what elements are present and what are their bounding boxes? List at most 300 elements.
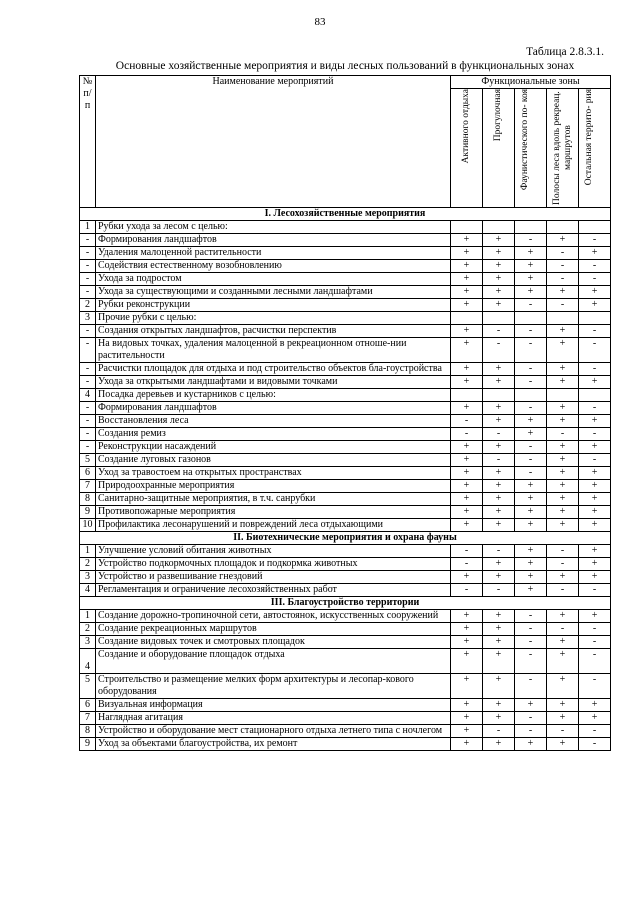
zone-mark: + <box>515 260 547 273</box>
row-activity-name: Наглядная агитация <box>96 712 451 725</box>
zone-mark: + <box>547 674 579 699</box>
zone-mark: + <box>579 699 611 712</box>
table-row <box>80 363 611 376</box>
row-activity-name: Улучшение условий обитания животных <box>96 545 451 558</box>
zone-mark: - <box>483 325 515 338</box>
zone-mark <box>483 221 515 234</box>
zone-mark: - <box>579 338 611 363</box>
column-header-number: № п/п <box>80 76 96 208</box>
zone-mark: + <box>483 376 515 389</box>
row-activity-name: Природоохранные мероприятия <box>96 480 451 493</box>
row-number: - <box>80 363 96 376</box>
zone-mark: + <box>579 415 611 428</box>
zone-mark: - <box>483 428 515 441</box>
zone-mark: - <box>515 325 547 338</box>
zone-mark: - <box>547 584 579 597</box>
zone-mark: - <box>515 454 547 467</box>
row-activity-name: Устройство и развешивание гнездовий <box>96 571 451 584</box>
zone-mark: + <box>547 234 579 247</box>
zone-mark: + <box>579 519 611 532</box>
zone-mark <box>579 389 611 402</box>
zone-mark: + <box>547 712 579 725</box>
zone-mark: + <box>547 519 579 532</box>
zone-mark: - <box>515 234 547 247</box>
zone-mark: + <box>483 402 515 415</box>
row-number: 7 <box>80 480 96 493</box>
zone-mark: + <box>547 441 579 454</box>
zone-mark: + <box>515 506 547 519</box>
row-number: - <box>80 376 96 389</box>
zone-mark: + <box>451 467 483 480</box>
table-row <box>80 636 611 649</box>
zone-mark: - <box>515 649 547 674</box>
table-caption: Таблица 2.8.3.1. <box>526 46 604 58</box>
row-number: 6 <box>80 467 96 480</box>
zone-mark: + <box>451 325 483 338</box>
zone-mark: + <box>483 571 515 584</box>
row-number: 3 <box>80 312 96 325</box>
zone-mark: - <box>547 260 579 273</box>
zone-mark: + <box>579 467 611 480</box>
row-number: 4 <box>80 389 96 402</box>
zone-mark: + <box>451 376 483 389</box>
zone-mark: + <box>547 506 579 519</box>
zone-mark: - <box>515 376 547 389</box>
zone-mark: - <box>451 584 483 597</box>
row-number: - <box>80 441 96 454</box>
row-activity-name: Устройство подкормочных площадок и подкормка животных <box>96 558 451 571</box>
zone-mark: + <box>451 506 483 519</box>
zone-mark: + <box>483 273 515 286</box>
table-row <box>80 234 611 247</box>
row-activity-name: Санитарно-защитные мероприятия, в т.ч. санрубки <box>96 493 451 506</box>
row-activity-name: Создание видовых точек и смотровых площадок <box>96 636 451 649</box>
zone-mark: + <box>579 493 611 506</box>
zone-mark: + <box>483 558 515 571</box>
zone-mark: + <box>483 299 515 312</box>
zone-mark: - <box>579 623 611 636</box>
table-row <box>80 725 611 738</box>
table-row <box>80 699 611 712</box>
row-number: 2 <box>80 299 96 312</box>
zone-mark: + <box>483 519 515 532</box>
row-activity-name: Восстановления леса <box>96 415 451 428</box>
row-number: - <box>80 247 96 260</box>
row-activity-name: Рубки реконструкции <box>96 299 451 312</box>
zone-mark: + <box>483 234 515 247</box>
section-title: II. Биотехнические мероприятия и охрана фауны <box>80 532 611 545</box>
zone-mark: + <box>451 273 483 286</box>
zone-mark: + <box>483 649 515 674</box>
row-activity-name: Профилактика лесонарушений и повреждений леса отдыхающими <box>96 519 451 532</box>
zone-mark: + <box>547 286 579 299</box>
zone-mark: + <box>451 623 483 636</box>
zone-mark: + <box>483 506 515 519</box>
zone-mark: + <box>451 699 483 712</box>
zone-mark: + <box>515 545 547 558</box>
zone-mark: + <box>547 480 579 493</box>
zone-header-fauna-rest: Фаунистического по- коя <box>515 89 547 208</box>
zone-mark: - <box>483 454 515 467</box>
row-activity-name: Противопожарные мероприятия <box>96 506 451 519</box>
page-number: 83 <box>314 16 326 28</box>
zone-mark: - <box>579 454 611 467</box>
zone-mark: - <box>547 273 579 286</box>
zone-mark: + <box>547 467 579 480</box>
zone-mark: + <box>451 725 483 738</box>
zone-mark: - <box>579 325 611 338</box>
row-activity-name: Расчистки площадок для отдыха и под строительство объектов бла-гоустройства <box>96 363 451 376</box>
zone-mark: + <box>547 402 579 415</box>
zone-mark: + <box>483 286 515 299</box>
table-row <box>80 545 611 558</box>
table-row <box>80 738 611 751</box>
zone-mark: - <box>579 402 611 415</box>
row-activity-name: Содействия естественному возобновлению <box>96 260 451 273</box>
table-row <box>80 649 611 674</box>
zone-mark: - <box>515 467 547 480</box>
zone-mark: + <box>483 623 515 636</box>
zone-mark <box>579 312 611 325</box>
table-row <box>80 467 611 480</box>
zone-mark: - <box>579 273 611 286</box>
zone-mark: + <box>547 649 579 674</box>
row-activity-name: Визуальная информация <box>96 699 451 712</box>
row-activity-name: Реконструкции насаждений <box>96 441 451 454</box>
table-row <box>80 519 611 532</box>
zone-mark: - <box>515 402 547 415</box>
zone-mark: - <box>515 363 547 376</box>
section-header-row <box>80 597 611 610</box>
zone-mark: + <box>483 493 515 506</box>
table-row <box>80 247 611 260</box>
row-activity-name: Строительство и размещение мелких форм архитектуры и лесопар-кового оборудования <box>96 674 451 699</box>
zone-mark: + <box>483 441 515 454</box>
zone-mark: + <box>579 286 611 299</box>
row-number: - <box>80 260 96 273</box>
zone-mark <box>547 389 579 402</box>
table-row <box>80 415 611 428</box>
zone-mark: + <box>515 247 547 260</box>
zone-mark: + <box>483 610 515 623</box>
row-activity-name: Рубки ухода за лесом с целью: <box>96 221 451 234</box>
table-row <box>80 376 611 389</box>
zone-mark: + <box>547 454 579 467</box>
row-number: 8 <box>80 725 96 738</box>
zone-mark: - <box>579 649 611 674</box>
zone-mark: + <box>483 738 515 751</box>
row-activity-name: Устройство и оборудование мест стационарного отдыха летнего типа с ночлегом <box>96 725 451 738</box>
zone-mark: - <box>515 636 547 649</box>
zone-mark: - <box>547 558 579 571</box>
zone-mark: + <box>451 247 483 260</box>
row-number: 5 <box>80 454 96 467</box>
zone-mark <box>451 312 483 325</box>
section-title: I. Лесохозяйственные мероприятия <box>80 208 611 221</box>
zone-mark: - <box>579 636 611 649</box>
table-row <box>80 312 611 325</box>
zone-mark: + <box>451 636 483 649</box>
row-number: 3 <box>80 636 96 649</box>
zone-mark: + <box>515 571 547 584</box>
zone-mark: + <box>483 674 515 699</box>
row-activity-name: Прочие рубки с целью: <box>96 312 451 325</box>
table-row <box>80 712 611 725</box>
row-number: 1 <box>80 221 96 234</box>
zone-mark: - <box>451 428 483 441</box>
zone-mark <box>515 389 547 402</box>
zone-mark: + <box>451 480 483 493</box>
table-row <box>80 325 611 338</box>
table-body <box>80 208 611 751</box>
table-row <box>80 260 611 273</box>
table-row <box>80 273 611 286</box>
row-activity-name: Создания ремиз <box>96 428 451 441</box>
zone-mark: + <box>579 545 611 558</box>
zone-mark: + <box>451 738 483 751</box>
zone-mark: - <box>547 623 579 636</box>
zone-header-route-strips: Полосы леса вдоль рекреац. маршрутов <box>547 89 579 208</box>
zone-header-other-territory: Остальная террито- рия <box>579 89 611 208</box>
zone-mark: + <box>515 558 547 571</box>
section-header-row <box>80 208 611 221</box>
zone-mark: + <box>579 712 611 725</box>
row-activity-name: Формирования ландшафтов <box>96 234 451 247</box>
table-row <box>80 674 611 699</box>
zone-mark: + <box>547 610 579 623</box>
table-row <box>80 286 611 299</box>
zone-mark: - <box>483 725 515 738</box>
zone-mark: + <box>547 363 579 376</box>
zone-mark: - <box>515 610 547 623</box>
zone-mark: + <box>515 699 547 712</box>
table-row <box>80 338 611 363</box>
row-activity-name: Создание и оборудование площадок отдыха <box>96 649 451 674</box>
zone-mark: + <box>483 260 515 273</box>
zone-mark: + <box>483 699 515 712</box>
zone-mark: + <box>451 571 483 584</box>
zone-mark: + <box>579 506 611 519</box>
row-activity-name: Создание рекреационных маршрутов <box>96 623 451 636</box>
row-number: 9 <box>80 506 96 519</box>
column-header-zones-group: Функциональные зоны <box>451 76 611 89</box>
section-header-row <box>80 532 611 545</box>
zone-mark: + <box>451 338 483 363</box>
zone-mark: + <box>547 376 579 389</box>
zone-mark: - <box>547 247 579 260</box>
zone-mark: - <box>483 584 515 597</box>
zone-mark <box>515 221 547 234</box>
row-activity-name: Удаления малоценной растительности <box>96 247 451 260</box>
zone-mark: + <box>579 247 611 260</box>
row-number: 4 <box>80 649 96 674</box>
activities-table <box>79 75 611 751</box>
zone-mark: - <box>579 428 611 441</box>
row-number: 6 <box>80 699 96 712</box>
row-number: 9 <box>80 738 96 751</box>
zone-mark: - <box>515 725 547 738</box>
zone-mark: - <box>451 545 483 558</box>
zone-mark: + <box>451 402 483 415</box>
zone-mark: + <box>483 247 515 260</box>
zone-mark: + <box>515 415 547 428</box>
zone-mark: + <box>579 376 611 389</box>
zone-mark: + <box>547 493 579 506</box>
zone-mark: + <box>451 519 483 532</box>
zone-mark: + <box>547 738 579 751</box>
row-number: 1 <box>80 610 96 623</box>
row-activity-name: Ухода за открытыми ландшафтами и видовыми точками <box>96 376 451 389</box>
row-number: 7 <box>80 712 96 725</box>
zone-mark: + <box>579 558 611 571</box>
zone-mark: - <box>579 584 611 597</box>
row-activity-name: Создание дорожно-тропиночной сети, автостоянок, искусственных сооружений <box>96 610 451 623</box>
table-row <box>80 480 611 493</box>
row-activity-name: На видовых точках, удаления малоценной в рекреационном отноше-нии растительности <box>96 338 451 363</box>
zone-mark: - <box>547 428 579 441</box>
table-row <box>80 428 611 441</box>
zone-mark: + <box>515 738 547 751</box>
zone-mark: - <box>483 545 515 558</box>
zone-mark <box>483 389 515 402</box>
row-activity-name: Регламентация и ограничение лесохозяйственных работ <box>96 584 451 597</box>
row-number: - <box>80 325 96 338</box>
row-number: 3 <box>80 571 96 584</box>
row-number: - <box>80 402 96 415</box>
row-number: - <box>80 273 96 286</box>
zone-mark: - <box>547 725 579 738</box>
zone-mark: + <box>483 363 515 376</box>
row-activity-name: Ухода за существующими и созданными лесными ландшафтами <box>96 286 451 299</box>
table-header <box>80 76 611 208</box>
table-row <box>80 389 611 402</box>
table-row <box>80 610 611 623</box>
zone-mark: - <box>547 545 579 558</box>
zone-mark <box>515 312 547 325</box>
zone-mark <box>547 312 579 325</box>
column-header-name: Наименование мероприятий <box>96 76 451 208</box>
zone-mark: - <box>483 338 515 363</box>
zone-mark: - <box>579 738 611 751</box>
row-activity-name: Посадка деревьев и кустарников с целью: <box>96 389 451 402</box>
zone-mark: + <box>579 480 611 493</box>
table-title: Основные хозяйственные мероприятия и виды лесных пользований в функциональных зонах <box>115 60 575 72</box>
zone-mark: + <box>483 467 515 480</box>
row-number: - <box>80 415 96 428</box>
zone-mark: - <box>451 415 483 428</box>
table-row <box>80 584 611 597</box>
table-row <box>80 558 611 571</box>
zone-mark: - <box>579 234 611 247</box>
table-row <box>80 623 611 636</box>
row-number: 1 <box>80 545 96 558</box>
zone-mark: - <box>579 363 611 376</box>
section-title: III. Благоустройство территории <box>80 597 611 610</box>
zone-mark: + <box>451 674 483 699</box>
zone-mark: + <box>547 699 579 712</box>
table-row <box>80 493 611 506</box>
zone-mark: + <box>451 649 483 674</box>
zone-mark: + <box>515 480 547 493</box>
table-row <box>80 299 611 312</box>
zone-mark <box>451 389 483 402</box>
zone-mark: + <box>451 610 483 623</box>
zone-mark: + <box>451 712 483 725</box>
zone-header-active-rest: Активного отдыха <box>451 89 483 208</box>
zone-mark: + <box>515 584 547 597</box>
table-row <box>80 506 611 519</box>
zone-mark: + <box>451 363 483 376</box>
zone-mark: + <box>547 636 579 649</box>
zone-mark: + <box>515 273 547 286</box>
zone-mark: + <box>579 610 611 623</box>
zone-mark: + <box>451 454 483 467</box>
zone-mark: + <box>579 441 611 454</box>
row-number: 10 <box>80 519 96 532</box>
zone-mark: + <box>515 493 547 506</box>
row-number: - <box>80 286 96 299</box>
zone-mark: + <box>451 260 483 273</box>
table-row <box>80 454 611 467</box>
row-activity-name: Формирования ландшафтов <box>96 402 451 415</box>
zone-mark: + <box>451 493 483 506</box>
zone-mark: - <box>515 338 547 363</box>
table-row <box>80 402 611 415</box>
zone-mark <box>483 312 515 325</box>
row-activity-name: Уход за травостоем на открытых пространствах <box>96 467 451 480</box>
zone-mark: - <box>579 260 611 273</box>
zone-mark: - <box>515 441 547 454</box>
table-row <box>80 571 611 584</box>
zone-mark <box>547 221 579 234</box>
zone-mark: - <box>451 558 483 571</box>
row-activity-name: Создания открытых ландшафтов, расчистки перспектив <box>96 325 451 338</box>
row-number: - <box>80 428 96 441</box>
row-number: 5 <box>80 674 96 699</box>
zone-mark: + <box>547 571 579 584</box>
zone-mark: - <box>579 725 611 738</box>
table-row <box>80 221 611 234</box>
row-number: 8 <box>80 493 96 506</box>
zone-mark: + <box>483 415 515 428</box>
zone-mark: - <box>515 674 547 699</box>
zone-mark: - <box>515 299 547 312</box>
zone-mark: + <box>579 299 611 312</box>
zone-mark: + <box>451 286 483 299</box>
zone-mark: + <box>579 571 611 584</box>
zone-header-walking: Прогулочная <box>483 89 515 208</box>
zone-mark: + <box>547 415 579 428</box>
zone-mark <box>451 221 483 234</box>
zone-mark: - <box>579 674 611 699</box>
row-number: 2 <box>80 623 96 636</box>
row-activity-name: Уход за объектами благоустройства, их ремонт <box>96 738 451 751</box>
zone-mark: + <box>451 234 483 247</box>
row-activity-name: Создание луговых газонов <box>96 454 451 467</box>
row-number: 2 <box>80 558 96 571</box>
zone-mark: - <box>547 299 579 312</box>
zone-mark: + <box>547 325 579 338</box>
zone-mark: + <box>451 299 483 312</box>
row-number: - <box>80 234 96 247</box>
zone-mark: + <box>515 286 547 299</box>
zone-mark: + <box>515 519 547 532</box>
row-number: - <box>80 338 96 363</box>
zone-mark <box>579 221 611 234</box>
zone-mark: + <box>483 636 515 649</box>
row-activity-name: Ухода за подростом <box>96 273 451 286</box>
zone-mark: - <box>515 623 547 636</box>
